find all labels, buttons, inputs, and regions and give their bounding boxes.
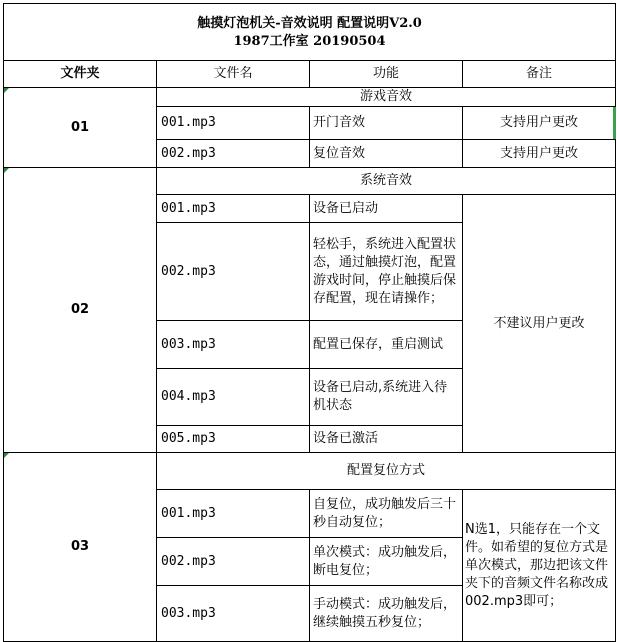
note-cell[interactable]: 支持用户更改 [463,140,616,168]
note-cell[interactable]: N选1，只能存在一个文件。如希望的复位方式是单次模式，那边把该文件夹下的音频文件名称改成002.mp3即可； [463,490,616,642]
function-cell[interactable]: 设备已启动 [310,195,463,223]
section-header[interactable]: 游戏音效 [157,88,616,107]
file-cell[interactable]: 003.mp3 [157,586,310,642]
note-cell[interactable]: 不建议用户更改 [463,195,616,453]
folder-label: 01 [70,119,90,135]
function-cell[interactable]: 单次模式：成功触发后，断电复位； [310,538,463,586]
function-cell[interactable]: 手动模式：成功触发后，继续触摸五秒复位； [310,586,463,642]
section-header[interactable]: 配置复位方式 [157,453,616,490]
title-cell[interactable] [4,4,616,61]
file-cell[interactable]: 001.mp3 [157,490,310,538]
comment-marker-icon [4,168,9,173]
file-cell[interactable]: 002.mp3 [157,538,310,586]
function-cell[interactable]: 复位音效 [310,140,463,168]
function-cell[interactable]: 开门音效 [310,107,463,140]
note-cell[interactable]: 支持用户更改 [463,107,616,140]
title-line-1: 触摸灯泡机关-音效说明 配置说明V2.0 [197,16,422,31]
folder-label: 03 [70,539,90,554]
file-cell[interactable]: 002.mp3 [157,223,310,321]
config-table [3,3,616,642]
selection-edge-marker [613,107,616,139]
comment-marker-icon [4,453,9,458]
folder-cell-02[interactable] [4,168,157,453]
file-cell[interactable]: 002.mp3 [157,140,310,168]
header-folder[interactable]: 文件夹 [4,61,157,88]
folder-label: 02 [70,302,90,317]
header-filename[interactable]: 文件名 [157,61,310,88]
section-header[interactable]: 系统音效 [157,168,616,195]
function-cell[interactable]: 设备已激活 [310,426,463,453]
title-line-2: 1987工作室 20190504 [233,34,386,49]
file-cell[interactable]: 005.mp3 [157,426,310,453]
function-cell[interactable]: 配置已保存，重启测试 [310,321,463,369]
folder-cell-03[interactable] [4,453,157,642]
comment-marker-icon [4,88,9,93]
header-function[interactable]: 功能 [310,61,463,88]
file-cell[interactable]: 001.mp3 [157,107,310,140]
folder-cell-01[interactable] [4,88,157,168]
file-cell[interactable]: 003.mp3 [157,321,310,369]
function-cell[interactable]: 设备已启动,系统进入待机状态 [310,369,463,426]
file-cell[interactable]: 001.mp3 [157,195,310,223]
file-cell[interactable]: 004.mp3 [157,369,310,426]
function-cell[interactable]: 轻松手，系统进入配置状态，通过触摸灯泡，配置游戏时间，停止触摸后保存配置，现在请操作； [310,223,463,321]
header-note[interactable]: 备注 [463,61,616,88]
function-cell[interactable]: 自复位，成功触发后三十秒自动复位； [310,490,463,538]
